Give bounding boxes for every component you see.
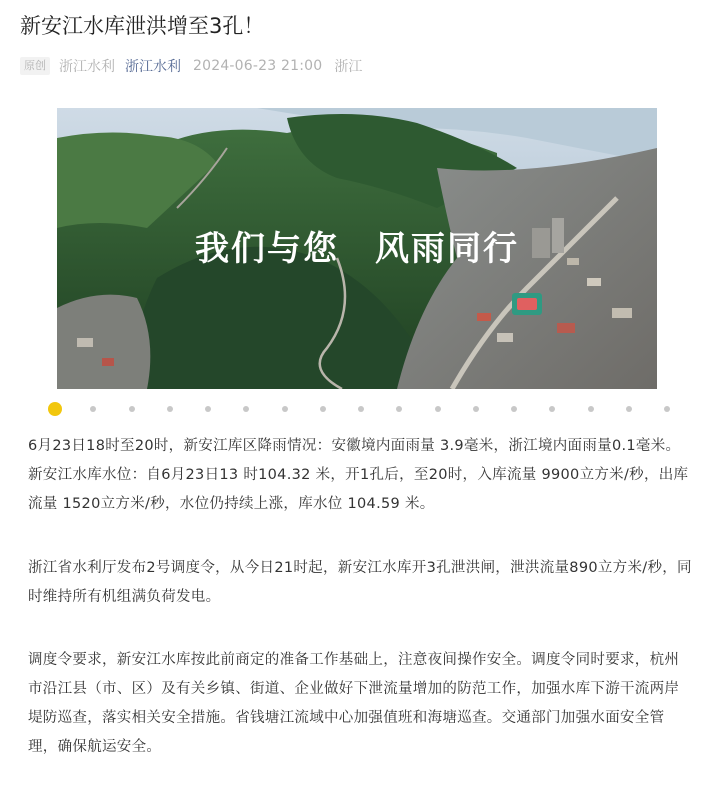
carousel-dot[interactable]	[511, 406, 517, 412]
publish-region: 浙江	[334, 59, 363, 75]
carousel-dot[interactable]	[358, 406, 364, 412]
carousel-banner-image[interactable]	[57, 108, 657, 389]
carousel-dot[interactable]	[243, 406, 249, 412]
carousel-dot[interactable]	[588, 406, 594, 412]
carousel-dot[interactable]	[549, 406, 555, 412]
carousel-dot[interactable]	[129, 406, 135, 412]
carousel-dot[interactable]	[626, 406, 632, 412]
carousel-dot[interactable]	[664, 406, 670, 412]
account-name-link[interactable]: 浙江水利	[125, 59, 181, 75]
carousel-dot[interactable]	[435, 406, 441, 412]
body-paragraph-3: 调度令要求，新安江水库按此前商定的准备工作基础上，注意夜间操作安全。调度令同时要求，杭州市沿江县（市、区）及有关乡镇、街道、企业做好下泄流量增加的防范工作，加强水库下游干流两岸堤防巡查，落实相关安全措施。省钱塘江流域中心加强值班和海塘巡查。交通部门加强水面安全管理，确保航运安全。	[28, 652, 680, 755]
carousel-indicator	[48, 402, 668, 416]
article-meta	[20, 56, 362, 76]
carousel-dot[interactable]	[167, 406, 173, 412]
carousel-dot[interactable]	[282, 406, 288, 412]
carousel-dot[interactable]	[205, 406, 211, 412]
carousel-dot[interactable]	[90, 406, 96, 412]
article-title: 新安江水库泄洪增至3孔！	[20, 14, 265, 38]
body-paragraph-1: 6月23日18时至20时，新安江库区降雨情况：安徽境内面雨量 3.9毫米，浙江境内面雨量0.1毫米。新安江水库水位：自6月23日13 时104.32 米，开1孔后，至20时，入库流量 9900立方米/秒，出库流量 1520立方米/秒，水位仍持续上涨，库水位 104.59 米。	[28, 438, 689, 512]
banner-caption: 我们与您 风雨同行	[195, 229, 519, 269]
carousel-dot[interactable]	[320, 406, 326, 412]
carousel-dot[interactable]	[396, 406, 402, 412]
body-paragraph-2: 浙江省水利厅发布2号调度令，从今日21时起，新安江水库开3孔泄洪闸，泄洪流量890立方米/秒，同时维持所有机组满负荷发电。	[28, 560, 692, 605]
original-badge: 原创	[20, 57, 50, 75]
publish-date: 2024-06-23 21:00	[193, 58, 323, 74]
carousel-dot[interactable]	[48, 402, 62, 416]
carousel-dot[interactable]	[473, 406, 479, 412]
author-name: 浙江水利	[59, 59, 115, 75]
